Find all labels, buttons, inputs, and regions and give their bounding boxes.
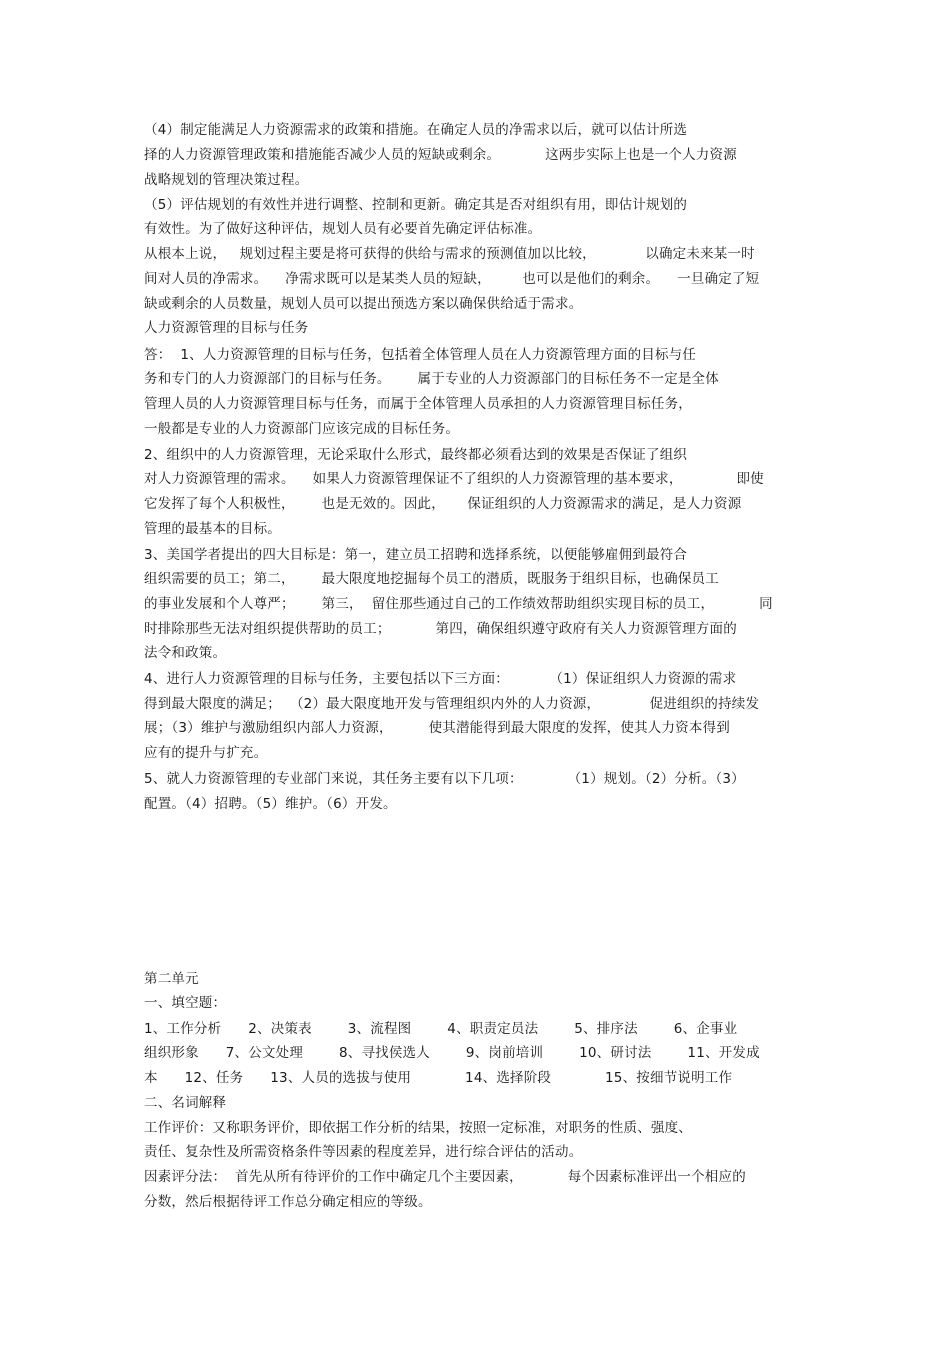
text-line: 时排除那些无法对组织提供帮助的员工； 第四，确保组织遵守政府有关人力资源管理方面的 bbox=[144, 621, 737, 637]
text-line: 择的人力资源管理政策和措施能否减少人员的短缺或剩余。 这两步实际上也是一个人力资源 bbox=[144, 147, 737, 163]
text-line: 1、工作分析 2、决策表 3、流程图 4、职责定员法 5、排序法 6、企事业 bbox=[144, 1021, 738, 1037]
text-line: 答： 1、人力资源管理的目标与任务，包括着全体管理人员在人力资源管理方面的目标与任 bbox=[144, 347, 697, 363]
text-line: 本 12、任务 13、人员的选拔与使用 14、选择阶段 15、按细节说明工作 bbox=[144, 1070, 733, 1086]
section-heading: 人力资源管理的目标与任务 bbox=[144, 320, 309, 336]
text-line: 因素评分法： 首先从所有待评价的工作中确定几个主要因素， 每个因素标准评出一个相应的 bbox=[144, 1169, 746, 1185]
text-line: 分数，然后根据待评工作总分确定相应的等级。 bbox=[144, 1194, 432, 1210]
text-line: 2、组织中的人力资源管理，无论采取什么形式，最终都必须看达到的效果是否保证了组织 bbox=[144, 447, 688, 463]
text-line: 4、进行人力资源管理的目标与任务，主要包括以下三方面： （1）保证组织人力资源的需求 bbox=[144, 671, 737, 687]
text-line: 责任、复杂性及所需资格条件等因素的程度差异，进行综合评估的活动。 bbox=[144, 1144, 583, 1160]
section-heading: 二、名词解释 bbox=[144, 1095, 227, 1111]
text-line: 对人力资源管理的需求。 如果人力资源管理保证不了组织的人力资源管理的基本要求， 即使 bbox=[144, 471, 764, 487]
text-line: 组织需要的员工；第二， 最大限度地挖掘每个员工的潜质，既服务于组织目标，也确保员工 bbox=[144, 571, 719, 587]
text-line: 管理人员的人力资源管理目标与任务，而属于全体管理人员承担的人力资源管理目标任务， bbox=[144, 396, 692, 412]
text-line: 组织形象 7、公文处理 8、寻找侯选人 9、岗前培训 10、研讨法 11、开发成 bbox=[144, 1045, 760, 1061]
text-line: 有效性。为了做好这种评估，规划人员有必要首先确定评估标准。 bbox=[144, 221, 542, 237]
text-line: 得到最大限度的满足； （2）最大限度地开发与管理组织内外的人力资源， 促进组织的持续发 bbox=[144, 696, 760, 712]
text-line: 3、美国学者提出的四大目标是：第一，建立员工招聘和选择系统，以便能够雇佣到最符合 bbox=[144, 547, 688, 563]
text-line: 间对人员的净需求。 净需求既可以是某类人员的短缺， 也可以是他们的剩余。 一旦确定了短 bbox=[144, 271, 760, 287]
section-heading: 一、填空题： bbox=[144, 995, 227, 1011]
text-line: 配置。（4）招聘。（5）维护。（6）开发。 bbox=[144, 796, 397, 812]
text-line: 从根本上说， 规划过程主要是将可获得的供给与需求的预测值加以比较， 以确定未来某一时 bbox=[144, 246, 755, 262]
text-line: 法令和政策。 bbox=[144, 645, 227, 661]
text-line: 的事业发展和个人尊严； 第三， 留住那些通过自己的工作绩效帮助组织实现目标的员工， 同 bbox=[144, 596, 773, 612]
text-line: 5、就人力资源管理的专业部门来说，其任务主要有以下几项： （1）规划。（2）分析。（3） bbox=[144, 771, 745, 787]
text-line: 战略规划的管理决策过程。 bbox=[144, 172, 309, 188]
text-line: 它发挥了每个人积极性， 也是无效的。因此， 保证组织的人力资源需求的满足，是人力资源 bbox=[144, 496, 742, 512]
text-line: 管理的最基本的目标。 bbox=[144, 521, 281, 537]
text-line: （4）制定能满足人力资源需求的政策和措施。在确定人员的净需求以后，就可以估计所选 bbox=[144, 122, 688, 138]
text-line: 展；（3）维护与激励组织内部人力资源， 使其潜能得到最大限度的发挥，使其人力资本得到 bbox=[144, 720, 730, 736]
text-line: （5）评估规划的有效性并进行调整、控制和更新。确定其是否对组织有用，即估计规划的 bbox=[144, 197, 688, 213]
text-line: 一般都是专业的人力资源部门应该完成的目标任务。 bbox=[144, 421, 460, 437]
text-line: 务和专门的人力资源部门的目标与任务。 属于专业的人力资源部门的目标任务不一定是全体 bbox=[144, 371, 719, 387]
text-line: 缺或剩余的人员数量，规划人员可以提出预选方案以确保供给适于需求。 bbox=[144, 296, 583, 312]
text-line: 工作评价：又称职务评价，即依据工作分析的结果，按照一定标准，对职务的性质、强度、 bbox=[144, 1120, 692, 1136]
text-line: 应有的提升与扩充。 bbox=[144, 745, 268, 761]
unit-title: 第二单元 bbox=[144, 971, 199, 987]
